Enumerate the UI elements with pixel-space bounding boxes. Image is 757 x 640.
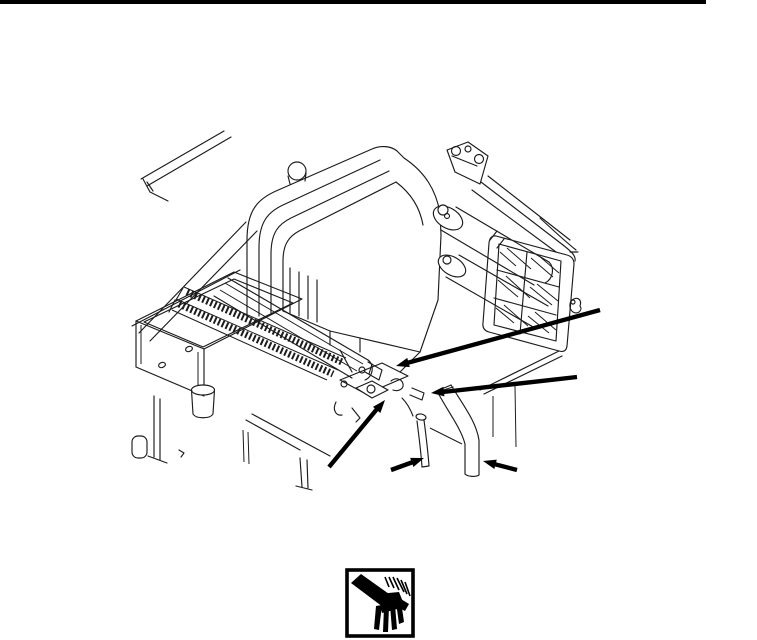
wires-and-base — [243, 386, 516, 490]
blower-duct-housing — [247, 147, 441, 352]
leader-lower-left — [329, 397, 389, 467]
duct-mount-hole — [288, 162, 306, 180]
top-rule — [0, 0, 706, 4]
cup-cylinder — [192, 385, 215, 418]
wide-hose — [434, 385, 479, 476]
arrowhead — [410, 453, 425, 466]
leader-upper — [395, 310, 600, 371]
arrowhead — [430, 387, 444, 398]
thin-hose — [402, 398, 429, 467]
lower-tray — [132, 272, 302, 463]
plenum-tube — [447, 142, 578, 261]
cowl-edge-lines — [132, 131, 257, 341]
hand-hazard-icon — [347, 570, 413, 636]
arrow-wide-hose — [482, 456, 517, 470]
small-canister — [132, 436, 147, 458]
arrowhead — [395, 358, 410, 371]
arrow-thin-hose — [391, 453, 426, 470]
arrowhead — [482, 456, 497, 469]
grille-frame — [480, 236, 581, 394]
heater-core-fins — [169, 287, 346, 380]
